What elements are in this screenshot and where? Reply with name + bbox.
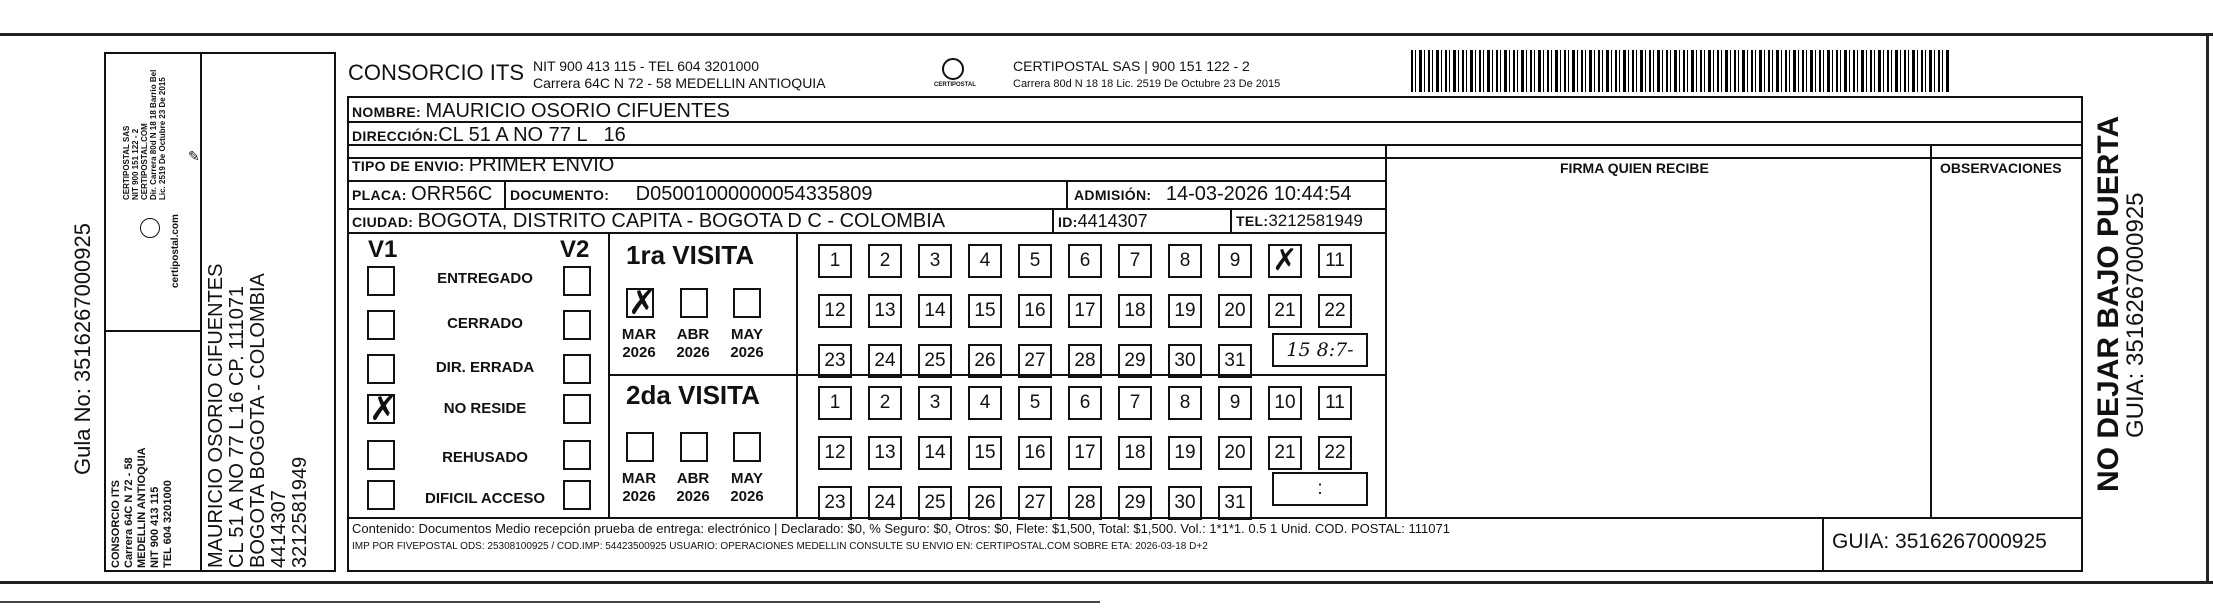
- visit2-title: 2da VISITA: [626, 380, 760, 410]
- day-box-13[interactable]: 13: [868, 294, 902, 328]
- day-box-28[interactable]: 28: [1068, 486, 1102, 520]
- month-year: 2026: [730, 488, 764, 505]
- v2-entregado-checkbox[interactable]: [563, 266, 591, 296]
- certi-line: CERTIPOSTAL SAS: [122, 125, 131, 200]
- recipient-line: 4414307: [268, 490, 290, 568]
- documento-row: [510, 183, 873, 206]
- status-label: DIFICIL ACCESO: [424, 490, 545, 507]
- visit1-handwritten-time[interactable]: 15 8:7-: [1272, 333, 1368, 367]
- visit1-title: 1ra VISITA: [626, 240, 755, 270]
- visit2-month-label: [618, 470, 660, 506]
- status-label: ENTREGADO: [437, 270, 533, 287]
- sender-line: CONSORCIO ITS: [110, 479, 122, 568]
- visit2-time-box[interactable]: :: [1272, 472, 1368, 506]
- v2-rehusado-checkbox[interactable]: [563, 440, 591, 470]
- month-year: 2026: [730, 344, 764, 361]
- day-box-2[interactable]: 2: [868, 386, 902, 420]
- day-box-10[interactable]: 10: [1268, 386, 1302, 420]
- day-box-11[interactable]: 11: [1318, 244, 1352, 278]
- logo-caption: CERTIPOSTAL: [934, 82, 976, 88]
- day-box-22[interactable]: 22: [1318, 436, 1352, 470]
- recipient-line: MAURICIO OSORIO CIFUENTES: [205, 263, 227, 568]
- v1-dificil-acceso-checkbox[interactable]: [367, 480, 395, 510]
- right-guia-label: GUIA: 3516267000925: [2122, 192, 2149, 438]
- certi-name: CERTIPOSTAL SAS | 900 151 122 - 2: [1013, 58, 1250, 74]
- day-box-19[interactable]: 19: [1168, 294, 1202, 328]
- day-box-12[interactable]: 12: [818, 436, 852, 470]
- v2-no-reside-checkbox[interactable]: [563, 394, 591, 424]
- footer-line1: Contenido: Documentos Medio recepción prueba de entrega: electrónico | Declarado: $0, % Seguro: $0, Otros: $0, Flete: $1,500, Total: $1,500. Vol.: 1*1*1. 0.5 1 Unid. COD. POSTAL: 111071: [352, 521, 1450, 536]
- day-box-23[interactable]: 23: [818, 486, 852, 520]
- footer-guia: GUIA: 3516267000925: [1832, 530, 2047, 553]
- day-box-10[interactable]: ✗: [1268, 244, 1302, 278]
- day-box-27[interactable]: 27: [1018, 344, 1052, 378]
- day-box-26[interactable]: 26: [968, 486, 1002, 520]
- footer-divider: [1822, 517, 1824, 572]
- month-name: MAY: [731, 326, 763, 343]
- sender-block: [110, 447, 175, 568]
- day-box-18[interactable]: 18: [1118, 436, 1152, 470]
- ciudad-row: [352, 210, 945, 233]
- day-box-1[interactable]: 1: [818, 244, 852, 278]
- certi-line: CERTIPOSTAL.COM: [140, 123, 149, 200]
- ciudad-value: BOGOTA, DISTRITO CAPITA - BOGOTA D C - COLOMBIA: [417, 210, 946, 232]
- month-name: MAR: [621, 326, 657, 343]
- certi-block: [122, 70, 167, 200]
- v1-dir-errada-checkbox[interactable]: [367, 354, 395, 384]
- day-box-4[interactable]: 4: [968, 386, 1002, 420]
- day-box-20[interactable]: 20: [1218, 294, 1252, 328]
- guia-side-label: Gula No: 3516267000925: [70, 223, 95, 475]
- day-box-22[interactable]: 22: [1318, 294, 1352, 328]
- company-info1: NIT 900 413 115 - TEL 604 3201000: [533, 58, 759, 74]
- visit2-month-label: [726, 470, 768, 506]
- v2-cerrado-checkbox[interactable]: [563, 310, 591, 340]
- certipostal-logo-icon: [140, 218, 160, 238]
- tel-row: [1236, 211, 1363, 231]
- certi-line: Dir. Carrera 80d N 18 18 Barrio Bel: [149, 69, 158, 200]
- day-box-16[interactable]: 16: [1018, 436, 1052, 470]
- day-box-18[interactable]: 18: [1118, 294, 1152, 328]
- cell-divider: [504, 180, 506, 208]
- certi-line: NIT 900 151 122 - 2: [131, 128, 140, 200]
- sender-line: NIT 900 413 115: [149, 486, 161, 568]
- sender-line: MEDELLIN ANTIOQUIA: [136, 447, 148, 568]
- sender-line: TEL 604 3201000: [162, 480, 174, 568]
- cell-divider: [1066, 180, 1068, 208]
- day-box-13[interactable]: 13: [868, 436, 902, 470]
- status-label: NO RESIDE: [443, 400, 527, 417]
- month-name: MAR: [621, 470, 657, 487]
- direccion-value: CL 51 A NO 77 L 16: [438, 124, 626, 146]
- right-border: [2206, 36, 2209, 581]
- v2-dificil-acceso-checkbox[interactable]: [563, 480, 591, 510]
- placa-value: ORR56C: [411, 183, 493, 205]
- day-box-31[interactable]: 31: [1218, 486, 1252, 520]
- nombre-label: NOMBRE:: [352, 104, 421, 120]
- placa-label: PLACA:: [352, 187, 407, 203]
- company-name: CONSORCIO ITS: [348, 60, 525, 85]
- no-dejar-label: NO DEJAR BAJO PUERTA: [2092, 115, 2125, 492]
- day-box-14[interactable]: 14: [918, 436, 952, 470]
- v1-rehusado-checkbox[interactable]: [367, 440, 395, 470]
- firma-divider: [1385, 144, 1387, 517]
- status-label: REHUSADO: [442, 449, 528, 466]
- v1-label: V1: [368, 236, 398, 263]
- observaciones-divider: [1930, 144, 1932, 517]
- documento-label: DOCUMENTO:: [510, 187, 610, 203]
- recipient-line: CL 51 A NO 77 L 16 CP. 111071: [226, 285, 248, 568]
- firma-label: FIRMA QUIEN RECIBE: [1560, 160, 1709, 176]
- tipo-value: PRIMER ENVIO: [468, 154, 615, 176]
- cell-divider: [1052, 208, 1054, 232]
- id-row: [1058, 211, 1148, 232]
- day-box-11[interactable]: 11: [1318, 386, 1352, 420]
- day-box-17[interactable]: 17: [1068, 436, 1102, 470]
- tel-value: 3212581949: [1268, 211, 1363, 230]
- visit1-month-label: [726, 326, 768, 362]
- status-label: DIR. ERRADA: [435, 359, 535, 376]
- visit1-month-abr-checkbox[interactable]: [680, 288, 708, 318]
- visit1-month-mar-checkbox[interactable]: ✗: [628, 283, 657, 323]
- visit2-month-label: [672, 470, 714, 506]
- id-label: ID:: [1058, 214, 1078, 230]
- v2-label: V2: [560, 236, 590, 263]
- stub-hdivider: [104, 330, 200, 332]
- v2-dir-errada-checkbox[interactable]: [563, 354, 591, 384]
- month-name: MAY: [731, 470, 763, 487]
- month-name: ABR: [676, 470, 710, 487]
- day-box-3[interactable]: 3: [918, 244, 952, 278]
- day-box-24[interactable]: 24: [868, 486, 902, 520]
- day-box-26[interactable]: 26: [968, 344, 1002, 378]
- month-name: ABR: [676, 326, 710, 343]
- day-box-17[interactable]: 17: [1068, 294, 1102, 328]
- pen-icon: ✎: [188, 148, 200, 164]
- admision-value: 14-03-2026 10:44:54: [1165, 183, 1352, 205]
- day-box-31[interactable]: 31: [1218, 344, 1252, 378]
- cell-divider: [1230, 208, 1232, 232]
- day-box-27[interactable]: 27: [1018, 486, 1052, 520]
- day-box-28[interactable]: 28: [1068, 344, 1102, 378]
- days-divider: [796, 232, 798, 517]
- tipo-label: TIPO DE ENVIO:: [352, 158, 465, 174]
- certi-web: certipostal.com: [170, 214, 181, 288]
- month-year: 2026: [676, 344, 710, 361]
- day-box-6[interactable]: 6: [1068, 386, 1102, 420]
- day-box-29[interactable]: 29: [1118, 344, 1152, 378]
- day-box-25[interactable]: 25: [918, 344, 952, 378]
- ciudad-label: CIUDAD:: [352, 214, 414, 230]
- day-box-14[interactable]: 14: [918, 294, 952, 328]
- direccion-label: DIRECCIÓN:: [352, 128, 439, 144]
- documento-value: D05001000000054335809: [635, 183, 873, 205]
- day-box-30[interactable]: 30: [1168, 486, 1202, 520]
- certipostal-logo-icon: [942, 58, 964, 80]
- visit2-month-mar-checkbox[interactable]: [626, 432, 654, 462]
- day-box-1[interactable]: 1: [818, 386, 852, 420]
- day-box-3[interactable]: 3: [918, 386, 952, 420]
- day-box-8[interactable]: 8: [1168, 386, 1202, 420]
- company-info2: Carrera 64C N 72 - 58 MEDELLIN ANTIOQUIA: [533, 75, 826, 91]
- month-year: 2026: [622, 488, 656, 505]
- day-box-15[interactable]: 15: [968, 294, 1002, 328]
- day-box-12[interactable]: 12: [818, 294, 852, 328]
- day-box-25[interactable]: 25: [918, 486, 952, 520]
- day-box-21[interactable]: 21: [1268, 294, 1302, 328]
- visit1-month-label: [618, 326, 660, 362]
- day-box-16[interactable]: 16: [1018, 294, 1052, 328]
- day-box-6[interactable]: 6: [1068, 244, 1102, 278]
- certi-line: Lic. 2519 De Octubre 23 De 2015: [158, 77, 167, 200]
- day-box-30[interactable]: 30: [1168, 344, 1202, 378]
- top-border: [0, 33, 2213, 36]
- day-box-20[interactable]: 20: [1218, 436, 1252, 470]
- month-year: 2026: [676, 488, 710, 505]
- sender-line: Carrera 64C N 72 - 58: [123, 457, 135, 568]
- row-line: [347, 180, 1385, 182]
- v1-no-reside-checkbox[interactable]: ✗: [369, 389, 398, 429]
- day-box-7[interactable]: 7: [1118, 386, 1152, 420]
- direccion-row: [352, 124, 626, 147]
- tipo-row: [352, 154, 614, 177]
- day-box-7[interactable]: 7: [1118, 244, 1152, 278]
- day-box-15[interactable]: 15: [968, 436, 1002, 470]
- nombre-row: [352, 100, 730, 123]
- day-box-24[interactable]: 24: [868, 344, 902, 378]
- day-box-21[interactable]: 21: [1268, 436, 1302, 470]
- day-box-9[interactable]: 9: [1218, 244, 1252, 278]
- day-box-19[interactable]: 19: [1168, 436, 1202, 470]
- v1-entregado-checkbox[interactable]: [367, 266, 395, 296]
- day-box-2[interactable]: 2: [868, 244, 902, 278]
- month-year: 2026: [622, 344, 656, 361]
- recipient-line: BOGOTA BOGOTA - COLOMBIA: [247, 273, 269, 568]
- certi-info: Carrera 80d N 18 18 Lic. 2519 De Octubre 23 De 2015: [1013, 78, 1281, 90]
- visit1-month-may-checkbox[interactable]: [733, 288, 761, 318]
- visit2-month-abr-checkbox[interactable]: [680, 432, 708, 462]
- bottom-border: [0, 581, 2213, 584]
- nombre-value: MAURICIO OSORIO CIFUENTES: [425, 100, 730, 122]
- admision-label: ADMISIÓN:: [1074, 187, 1152, 203]
- day-box-5[interactable]: 5: [1018, 386, 1052, 420]
- stub-divider: [200, 52, 202, 572]
- visit2-month-may-checkbox[interactable]: [733, 432, 761, 462]
- tel-label: TEL:: [1236, 213, 1269, 229]
- day-box-5[interactable]: 5: [1018, 244, 1052, 278]
- id-value: 4414307: [1077, 211, 1148, 231]
- barcode: [1411, 50, 1951, 92]
- footer-line2: IMP POR FIVEPOSTAL ODS: 25308100925 / COD.IMP: 54423500925 USUARIO: OPERACIONES MEDELLIN CONSULTE SU ENVIO EN: CERTIPOSTAL.COM SOBRE ETA: 2026-03-18 D+2: [352, 541, 1208, 552]
- recipient-line: 3212581949: [289, 456, 311, 568]
- day-box-23[interactable]: 23: [818, 344, 852, 378]
- day-box-4[interactable]: 4: [968, 244, 1002, 278]
- recipient-block: [206, 264, 311, 568]
- placa-row: [352, 183, 492, 206]
- v1-cerrado-checkbox[interactable]: [367, 310, 395, 340]
- visit1-month-label: [672, 326, 714, 362]
- admision-row: [1074, 183, 1352, 206]
- day-box-9[interactable]: 9: [1218, 386, 1252, 420]
- observaciones-label: OBSERVACIONES: [1940, 160, 2062, 176]
- day-box-29[interactable]: 29: [1118, 486, 1152, 520]
- status-label: CERRADO: [447, 315, 523, 332]
- day-box-8[interactable]: 8: [1168, 244, 1202, 278]
- tear-line: [0, 601, 1100, 603]
